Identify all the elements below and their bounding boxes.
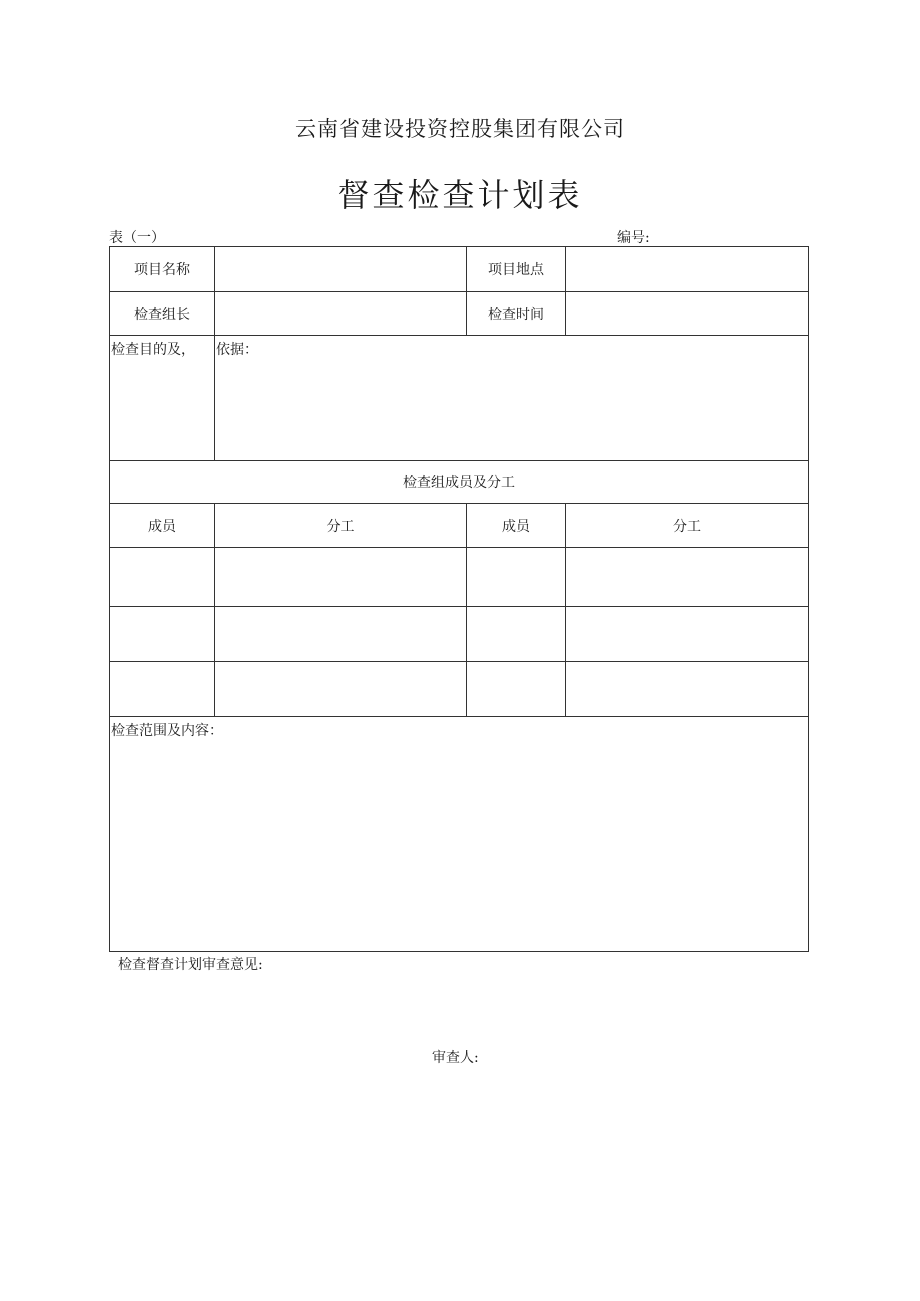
table-number-label: 表（一） xyxy=(109,230,165,246)
scope-field[interactable] xyxy=(110,717,809,952)
members-section-title: 检查组成员及分工 xyxy=(110,461,809,504)
inspection-time-field[interactable] xyxy=(566,292,809,336)
page-title: 督查检查计划表 xyxy=(337,176,583,214)
member-column-header: 成员 xyxy=(467,504,566,548)
review-opinion-label: 检查督查计划审查意见: xyxy=(118,957,263,973)
member-cell[interactable] xyxy=(110,548,215,607)
project-name-label: 项目名称 xyxy=(110,247,215,292)
project-location-field[interactable] xyxy=(566,247,809,292)
member-row xyxy=(110,607,809,662)
reviewer-label: 审查人: xyxy=(432,1050,479,1066)
project-location-label: 项目地点 xyxy=(467,247,566,292)
scope-row xyxy=(110,717,809,952)
duty-cell[interactable] xyxy=(566,607,809,662)
members-header-row xyxy=(110,504,809,548)
project-row xyxy=(110,247,809,292)
duty-column-header: 分工 xyxy=(566,504,809,548)
inspection-time-label: 检查时间 xyxy=(467,292,566,336)
purpose-label: 检查目的及， xyxy=(110,336,215,461)
purpose-row xyxy=(110,336,809,461)
member-cell[interactable] xyxy=(110,607,215,662)
member-cell[interactable] xyxy=(467,607,566,662)
member-cell[interactable] xyxy=(467,662,566,717)
team-leader-field[interactable] xyxy=(215,292,467,336)
basis-label: 依据： xyxy=(216,342,258,358)
scope-label: 检查范围及内容： xyxy=(111,723,223,739)
duty-cell[interactable] xyxy=(215,607,467,662)
inspection-plan-form xyxy=(109,246,809,952)
member-row xyxy=(110,662,809,717)
member-cell[interactable] xyxy=(110,662,215,717)
team-leader-label: 检查组长 xyxy=(110,292,215,336)
duty-cell[interactable] xyxy=(215,662,467,717)
duty-cell[interactable] xyxy=(566,548,809,607)
project-name-field[interactable] xyxy=(215,247,467,292)
member-row xyxy=(110,548,809,607)
duty-cell[interactable] xyxy=(566,662,809,717)
leader-row xyxy=(110,292,809,336)
member-cell[interactable] xyxy=(467,548,566,607)
basis-field[interactable] xyxy=(215,336,809,461)
member-column-header: 成员 xyxy=(110,504,215,548)
members-section-row xyxy=(110,461,809,504)
duty-cell[interactable] xyxy=(215,548,467,607)
serial-number-label: 编号: xyxy=(617,230,650,246)
duty-column-header: 分工 xyxy=(215,504,467,548)
company-name: 云南省建设投资控股集团有限公司 xyxy=(295,117,625,141)
